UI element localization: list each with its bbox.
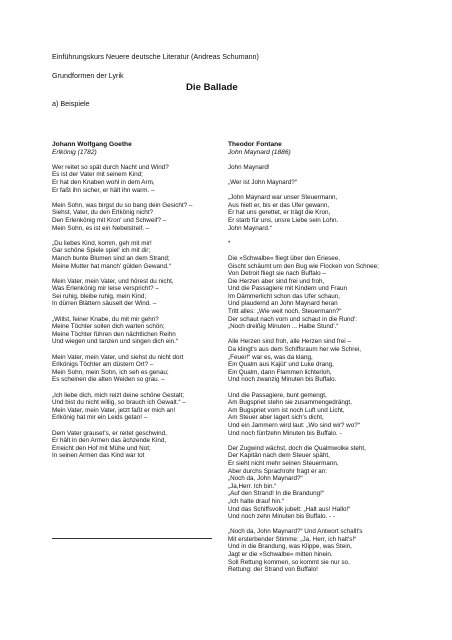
verse-line: Aus hielt er, bis er das Ufer gewann,: [228, 201, 330, 209]
poem-title-erlkoenig: Erlkönig (1782): [52, 148, 97, 156]
verse-line: Der schaut nach vorn und schaut in die Rund':: [228, 315, 357, 323]
fontane-column: [228, 141, 418, 574]
stanza: [52, 164, 222, 194]
verse-line: Meine Mutter hat manch' gülden Gewand.“: [52, 262, 171, 270]
stanza: [228, 240, 418, 248]
verse-line: Jagt er die »Schwalbe« mitten hinein.: [228, 551, 333, 559]
verse-line: Aber durchs Sprachrohr fragt er an:: [228, 467, 328, 475]
stanza: [52, 430, 222, 460]
author-goethe: Johann Wolfgang Goethe: [52, 141, 132, 148]
poem-title-john-maynard: John Maynard (1886): [228, 148, 291, 156]
verse-line: Die Herzen aber sind frei und froh,: [228, 277, 325, 285]
verse-line: Von Detroit fliegt sie nach Buffalo –: [228, 270, 326, 278]
verse-line: Wer reitet so spät durch Nacht und Wind?: [52, 163, 169, 171]
stanza: [228, 338, 418, 384]
stanza: [228, 255, 418, 331]
section-heading: Grundformen der Lyrik: [52, 71, 124, 80]
verse-line: „Feuer!“ war es, was da klang,: [228, 353, 313, 361]
verse-line: Meine Töchter sollen dich warten schön;: [52, 323, 165, 331]
verse-line: Mein Sohn, was birgst du so bang dein Gesicht? –: [52, 201, 193, 209]
stanza: [228, 528, 418, 574]
verse-line: „Wer ist John Maynard?“: [228, 178, 297, 186]
verse-line: Der Kapitän nach dem Steuer späht,: [228, 452, 330, 460]
verse-line: „Du liebes Kind, komm, geh mit mir!: [52, 239, 152, 247]
verse-line: Dem Vater grauset's, er reitet geschwind,: [52, 429, 167, 437]
verse-line: In dürren Blättern säuselt der Wind. –: [52, 300, 157, 308]
verse-line: Und bist du nicht willig, so brauch ich Gewalt.“ –: [52, 399, 186, 407]
verse-line: Er sieht nicht mehr seinen Steuermann,: [228, 459, 339, 467]
verse-line: Und das Schiffsvolk jubelt: „Halt aus! Hallo!“: [228, 505, 351, 513]
stanza: [228, 392, 418, 438]
verse-line: „Willst, feiner Knabe, du mit mir gehn?: [52, 315, 159, 323]
verse-line: Am Bugspriet vorn ist noch Luft und Licht,: [228, 406, 345, 414]
verse-line: Mein Sohn, es ist ein Nebelstreif. –: [52, 224, 150, 232]
verse-line: Tritt alles: „Wie weit noch, Steuermann?“: [228, 308, 342, 316]
verse-line: Soll Rettung kommen, so kommt sie nur so.: [228, 558, 350, 566]
course-header: Einführungskurs Neuere deutsche Literatur (Andreas Schumann): [52, 52, 259, 61]
verse-line: Und noch zwanzig Minuten bis Buffalo.: [228, 376, 337, 384]
verse-line: Erlkönig hat mir ein Leids getan! –: [52, 414, 148, 422]
verse-line: Er hat uns gerettet, er trägt die Kron,: [228, 209, 331, 217]
verse-line: In seinen Armen das Kind war tot: [52, 452, 145, 460]
verse-line: „Noch da, John Maynard?“: [228, 475, 303, 483]
author-fontane: Theodor Fontane: [228, 141, 282, 148]
verse-line: *: [228, 239, 231, 247]
verse-line: Mein Sohn, mein Sohn, ich seh es genau;: [52, 368, 169, 376]
verse-line: Mein Vater, mein Vater, jetzt faßt er mich an!: [52, 406, 176, 414]
verse-line: „John Maynard war unser Steuermann,: [228, 194, 338, 202]
verse-line: „Ja,Herr. Ich bin.“: [228, 482, 277, 490]
verse-line: John Maynard.“: [228, 224, 272, 232]
verse-line: Am Bugspriet stehn sie zusammengedrängt,: [228, 399, 352, 407]
verse-line: „Auf den Strand! In die Brandung!“: [228, 490, 324, 498]
verse-line: Im Dämmerlicht schon das Ufer schaun,: [228, 292, 340, 300]
verse-line: Den Erlenkönig mit Kron' und Schweif? –: [52, 216, 167, 224]
goethe-column: [52, 141, 222, 460]
verse-line: Sei ruhig, bleibe ruhig, mein Kind;: [52, 292, 147, 300]
verse-line: „Noch da, John Maynard?“ Und Antwort schallt's: [228, 528, 363, 536]
verse-line: Und die Passagiere, bunt gemengt,: [228, 391, 327, 399]
verse-line: Ein Qualm, dann Flammen lichterloh,: [228, 368, 332, 376]
verse-line: Und noch zehn Minuten bis Buffalo. - -: [228, 513, 335, 521]
verse-line: Der Zugwind wächst, doch die Qualmwolke steht,: [228, 444, 366, 452]
verse-line: Mein Vater, mein Vater, und siehst du nicht dort: [52, 353, 184, 361]
verse-line: Da klingt's aus dem Schiffsraum her wie Schrei,: [228, 346, 362, 354]
stanza: [52, 278, 222, 308]
verse-line: Gar schöne Spiele spiel' ich mit dir;: [52, 247, 151, 255]
verse-line: Ein Qualm aus Kajüt' und Luke drang,: [228, 361, 334, 369]
stanza: [52, 392, 222, 422]
subsection-heading: a) Beispiele: [52, 99, 90, 108]
verse-line: „Ich liebe dich, mich reizt deine schöne Gestalt;: [52, 391, 184, 399]
verse-line: Und in die Brandung, was Klippe, was Stein,: [228, 543, 352, 551]
verse-line: Gischt schäumt um den Bug wie Flocken von Schnee;: [228, 262, 379, 270]
stanza: [228, 164, 418, 172]
stanza: [228, 194, 418, 232]
stanza: [52, 354, 222, 384]
verse-line: Und plaudernd an John Maynard heran: [228, 300, 338, 308]
verse-line: Und wiegen und tanzen und singen dich ein.“: [52, 338, 179, 346]
footnote-divider: [52, 538, 212, 539]
verse-line: Es ist der Vater mit seinem Kind;: [52, 171, 143, 179]
verse-line: Und die Passagiere mit Kindern und Fraun: [228, 285, 348, 293]
verse-line: Manch bunte Blumen sind an dem Strand;: [52, 254, 170, 262]
verse-line: Er hat den Knaben wohl in dem Arm,: [52, 178, 155, 186]
verse-line: Er faßt ihn sicher, er hält ihn warm. –: [52, 186, 155, 194]
verse-line: John Maynard!: [228, 163, 270, 171]
verse-line: Was Erlenkönig mir leise verspricht? –: [52, 285, 159, 293]
verse-line: Er starb für uns, unsre Liebe sein Lohn.: [228, 216, 339, 224]
stanza: [228, 179, 418, 187]
stanza: [52, 240, 222, 270]
verse-line: „Noch dreißig Minuten ... Halbe Stund'.“: [228, 323, 339, 331]
verse-line: Die »Schwalbe« fliegt über den Eriesee,: [228, 254, 341, 262]
verse-line: Alle Herzen sind froh, alle Herzen sind frei –: [228, 338, 351, 346]
verse-line: Und noch fünfzehn Minuten bis Buffalo. -: [228, 429, 342, 437]
verse-line: Und ein Jammern wird laut: „Wo sind wir? wo?“: [228, 421, 360, 429]
stanza: [228, 445, 418, 521]
verse-line: Er hält in den Armen das ächzende Kind,: [52, 437, 167, 445]
verse-line: Meine Töchter führen den nächtlichen Reihn: [52, 330, 176, 338]
stanza: [52, 202, 222, 232]
verse-line: Erreicht den Hof mit Mühe und Not;: [52, 444, 151, 452]
verse-line: „Ich halte drauf hin.“: [228, 497, 285, 505]
verse-line: Siehst, Vater, du den Erlkönig nicht?: [52, 209, 154, 217]
verse-line: Erlkönigs Töchter am düstern Ort? –: [52, 361, 154, 369]
verse-line: Am Steuer aber lagert sich's dicht,: [228, 414, 324, 422]
verse-line: Es scheinen die alten Weiden so grau. –: [52, 376, 165, 384]
stanza: [52, 316, 222, 346]
page-title: Die Ballade: [186, 82, 238, 93]
verse-line: Mein Vater, mein Vater, und hörest du nicht,: [52, 277, 174, 285]
verse-line: Mit ersterbender Stimme: „Ja, Herr, ich halt's!“: [228, 535, 357, 543]
verse-line: Rettung: der Strand von Buffalo!: [228, 566, 318, 574]
